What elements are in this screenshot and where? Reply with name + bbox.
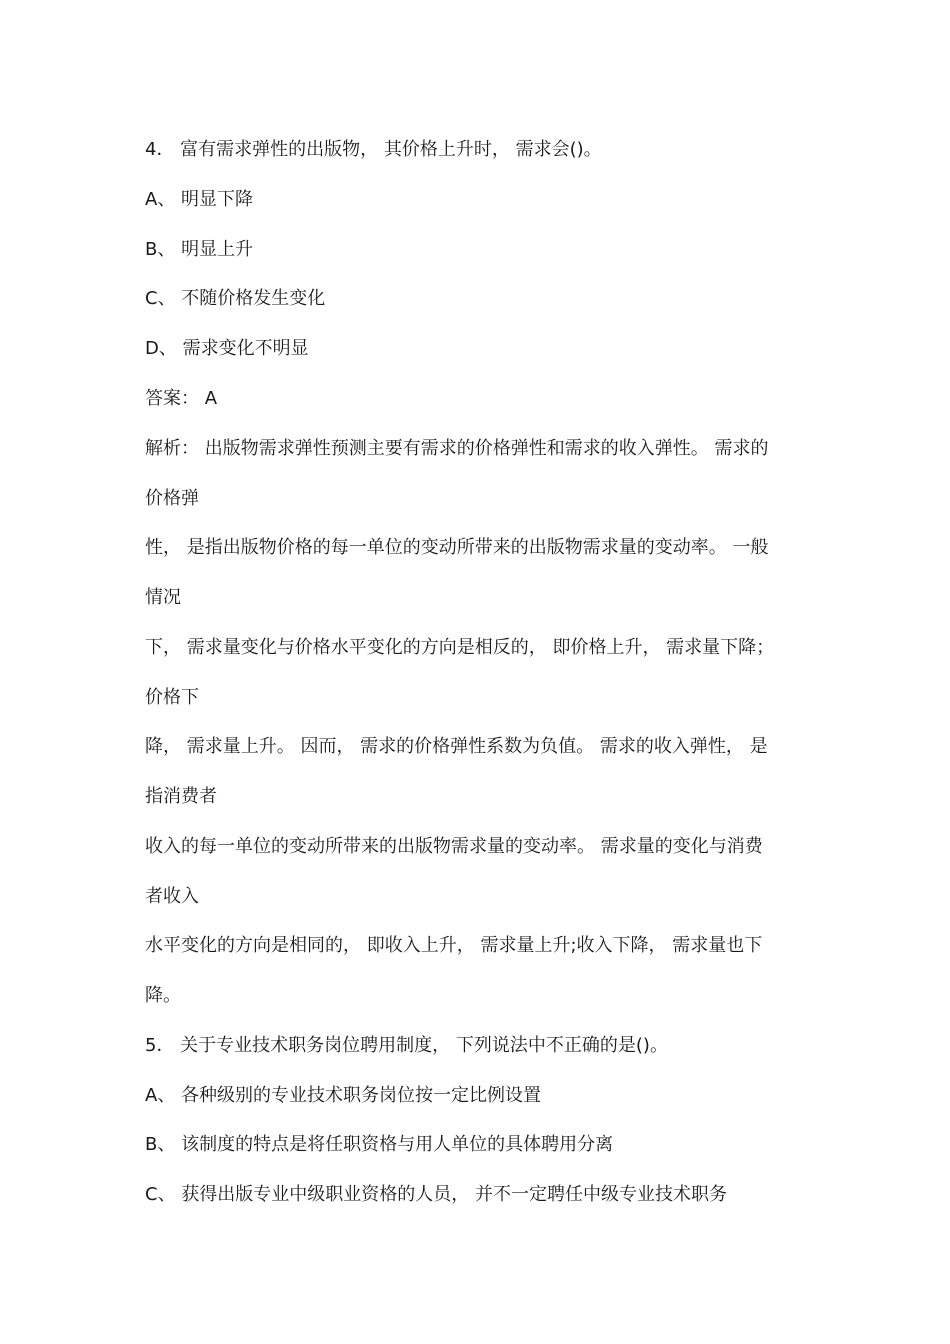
analysis-line: 情况: [145, 587, 181, 608]
analysis-line: 降。: [145, 985, 181, 1006]
question-5-stem: 5． 关于专业技术职务岗位聘用制度， 下列说法中不正确的是()。: [145, 1035, 668, 1056]
question-4-option-b: B、 明显上升: [145, 239, 254, 260]
analysis-line: 指消费者: [145, 786, 217, 807]
analysis-line: 收入的每一单位的变动所带来的出版物需求量的变动率。 需求量的变化与消费: [145, 836, 763, 857]
question-4-answer: 答案： A: [145, 388, 218, 409]
analysis-line: 解析： 出版物需求弹性预测主要有需求的价格弹性和需求的收入弹性。 需求的: [145, 438, 769, 459]
analysis-line: 水平变化的方向是相同的， 即收入上升， 需求量上升;收入下降， 需求量也下: [145, 935, 763, 956]
analysis-line: 降， 需求量上升。 因而， 需求的价格弹性系数为负值。 需求的收入弹性， 是: [145, 736, 768, 757]
question-4-option-a: A、 明显下降: [145, 189, 254, 210]
analysis-line: 价格下: [145, 687, 199, 708]
question-5-option-b: B、 该制度的特点是将任职资格与用人单位的具体聘用分离: [145, 1134, 614, 1155]
analysis-line: 者收入: [145, 886, 199, 907]
analysis-line: 性， 是指出版物价格的每一单位的变动所带来的出版物需求量的变动率。 一般: [145, 537, 769, 558]
question-4-option-d: D、 需求变化不明显: [145, 338, 309, 359]
question-5-option-a: A、 各种级别的专业技术职务岗位按一定比例设置: [145, 1085, 542, 1106]
question-5-option-c: C、 获得出版专业中级职业资格的人员， 并不一定聘任中级专业技术职务: [145, 1184, 728, 1205]
analysis-line: 下， 需求量变化与价格水平变化的方向是相反的， 即价格上升， 需求量下降；: [145, 637, 775, 658]
analysis-line: 价格弹: [145, 488, 199, 509]
question-4-option-c: C、 不随价格发生变化: [145, 288, 326, 309]
question-4-stem: 4． 富有需求弹性的出版物， 其价格上升时， 需求会()。: [145, 139, 602, 160]
